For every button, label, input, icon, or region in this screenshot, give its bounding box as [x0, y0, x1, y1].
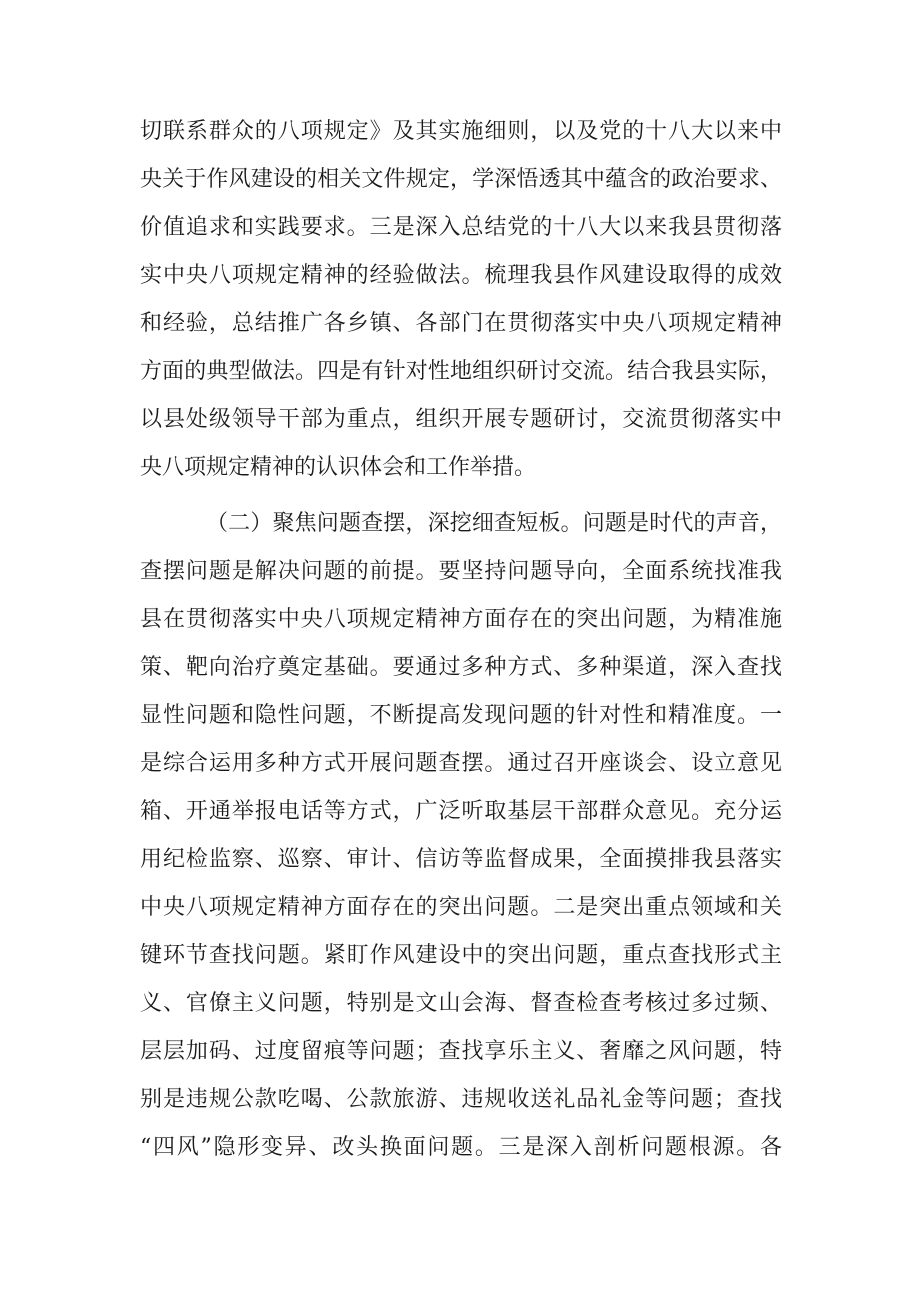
paragraph-2-heading-line: （二）聚焦问题查摆，深挖细查短板。问题是时代的声音， [206, 511, 782, 536]
paragraph-2-line: 别是违规公款吃喝、公款旅游、违规收送礼品礼金等问题；查找 [140, 1087, 782, 1112]
paragraph-2-line: 用纪检监察、巡察、审计、信访等监督成果，全面摸排我县落实 [140, 847, 782, 872]
paragraph-1 [140, 108, 782, 492]
paragraph-2-line: 义、官僚主义问题，特别是文山会海、督查检查考核过多过频、 [140, 991, 782, 1016]
paragraph-2-line: 县在贯彻落实中央八项规定精神方面存在的突出问题，为精准施 [140, 607, 782, 632]
paragraph-1-line: 价值追求和实践要求。三是深入总结党的十八大以来我县贯彻落 [140, 215, 782, 240]
paragraph-2-line: 键环节查找问题。紧盯作风建设中的突出问题，重点查找形式主 [140, 943, 782, 968]
paragraph-1-line: 以县处级领导干部为重点，组织开展专题研讨，交流贯彻落实中 [140, 407, 782, 432]
paragraph-2-line: 箱、开通举报电话等方式，广泛听取基层干部群众意见。充分运 [140, 799, 782, 824]
paragraph-2-line: 查摆问题是解决问题的前提。要坚持问题导向，全面系统找准我 [140, 559, 782, 584]
paragraph-1-line: 和经验，总结推广各乡镇、各部门在贯彻落实中央八项规定精神 [140, 311, 782, 336]
paragraph-1-line: 切联系群众的八项规定》及其实施细则，以及党的十八大以来中 [140, 119, 782, 144]
paragraph-2-line: 中央八项规定精神方面存在的突出问题。二是突出重点领域和关 [140, 895, 782, 920]
paragraph-1-line: 方面的典型做法。四是有针对性地组织研讨交流。结合我县实际， [140, 359, 782, 384]
paragraph-2-line: 是综合运用多种方式开展问题查摆。通过召开座谈会、设立意见 [140, 751, 782, 776]
paragraph-2-line: “四风”隐形变异、改头换面问题。三是深入剖析问题根源。各 [140, 1135, 782, 1160]
paragraph-2-line: 显性问题和隐性问题，不断提高发现问题的针对性和精准度。一 [140, 703, 782, 728]
paragraph-1-line: 实中央八项规定精神的经验做法。梳理我县作风建设取得的成效 [140, 263, 782, 288]
paragraph-1-line: 央八项规定精神的认识体会和工作举措。 [140, 455, 537, 480]
paragraph-1-line: 央关于作风建设的相关文件规定，学深悟透其中蕴含的政治要求、 [140, 167, 782, 192]
paragraph-2-line: 层层加码、过度留痕等问题；查找享乐主义、奢靡之风问题，特 [140, 1039, 782, 1064]
paragraph-2-line: 策、靶向治疗奠定基础。要通过多种方式、多种渠道，深入查找 [140, 655, 782, 680]
paragraph-2 [140, 500, 782, 1172]
